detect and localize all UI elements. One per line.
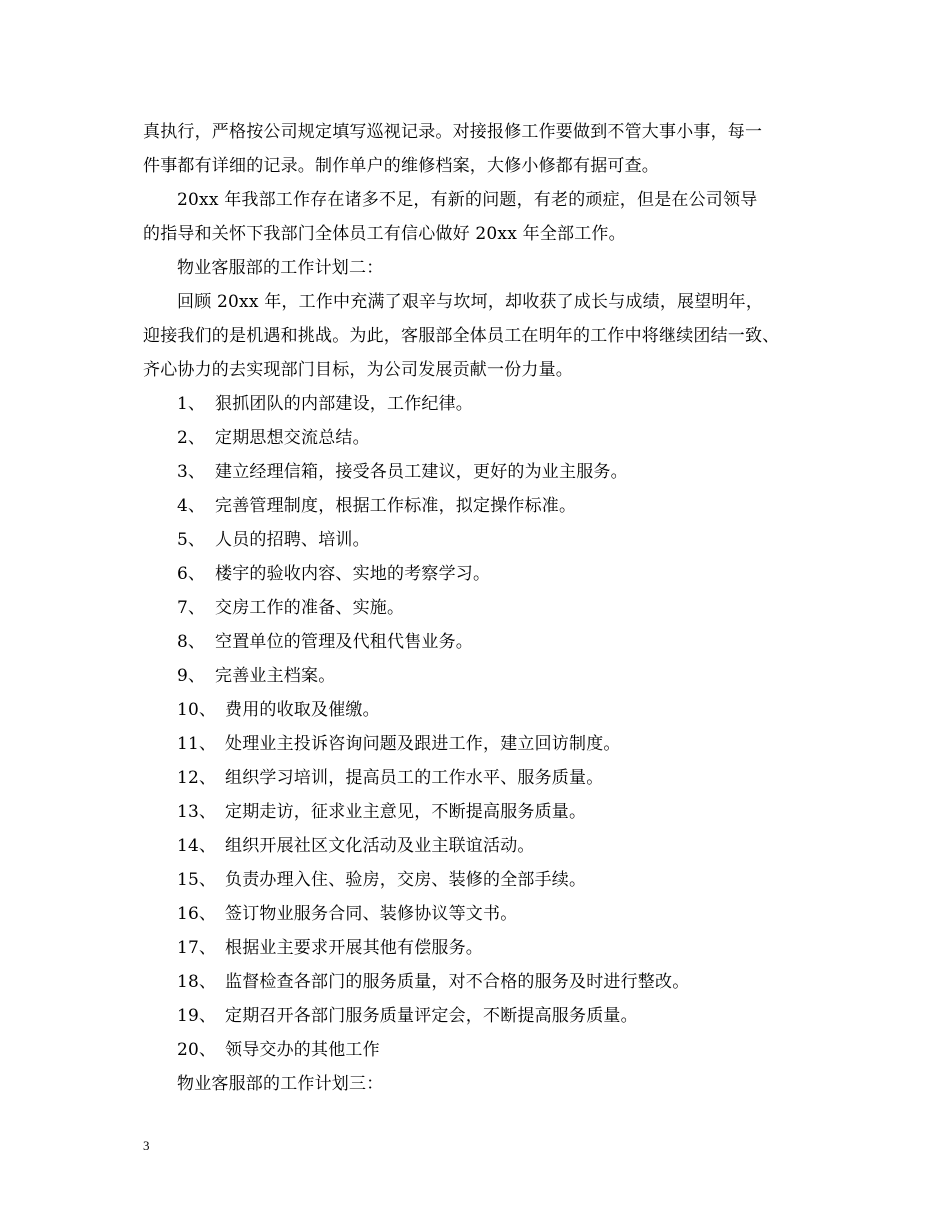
list-item: [177, 835, 535, 857]
list-item-text: 定期走访，征求业主意见，不断提高服务质量。: [225, 802, 587, 822]
list-item-number: 20、: [177, 1040, 217, 1060]
list-item: [177, 665, 335, 687]
list-item-number: 19、: [177, 1006, 217, 1026]
list-item-text: 根据业主要求开展其他有偿服务。: [225, 938, 483, 958]
list-item-number: 18、: [177, 972, 217, 992]
list-item-number: 15、: [177, 870, 217, 890]
list-item: [177, 699, 380, 721]
list-item-text: 完善管理制度，根据工作标准，拟定操作标准。: [215, 496, 577, 516]
list-item: [177, 1005, 638, 1027]
list-item-text: 组织开展社区文化活动及业主联谊活动。: [225, 836, 535, 856]
list-item-number: 12、: [177, 768, 217, 788]
paragraph-line: 20xx 年我部工作存在诸多不足，有新的问题，有老的顽症，但是在公司领导: [177, 190, 758, 210]
list-item-number: 1、: [177, 394, 206, 414]
list-item: [177, 971, 689, 993]
list-item-text: 空置单位的管理及代租代售业务。: [215, 632, 473, 652]
list-item: [177, 801, 586, 823]
list-item-number: 4、: [177, 496, 206, 516]
list-item: [177, 1039, 380, 1061]
paragraph-line: 真执行，严格按公司规定填写巡视记录。对接报修工作要做到不管大事小事，每一: [143, 122, 763, 142]
list-item: [177, 903, 517, 925]
list-item: [177, 427, 370, 449]
list-item: [177, 563, 490, 585]
list-item-number: 14、: [177, 836, 217, 856]
list-item: [177, 529, 370, 551]
list-item-text: 组织学习培训，提高员工的工作水平、服务质量。: [225, 768, 604, 788]
list-item-text: 完善业主档案。: [215, 666, 336, 686]
list-item: [177, 869, 586, 891]
list-item-number: 13、: [177, 802, 217, 822]
list-item-text: 领导交办的其他工作: [225, 1040, 380, 1060]
list-item-text: 签订物业服务合同、装修协议等文书。: [225, 904, 518, 924]
list-item-text: 楼宇的验收内容、实地的考察学习。: [215, 564, 491, 584]
list-item-number: 3、: [177, 462, 206, 482]
paragraph-line: 齐心协力的去实现部门目标，为公司发展贡献一份力量。: [143, 360, 573, 380]
list-item-text: 建立经理信箱，接受各员工建议，更好的为业主服务。: [215, 462, 628, 482]
list-item-number: 9、: [177, 666, 206, 686]
list-item-text: 定期召开各部门服务质量评定会，不断提高服务质量。: [225, 1006, 638, 1026]
list-item: [177, 393, 473, 415]
list-item-text: 定期思想交流总结。: [215, 428, 370, 448]
list-item-number: 11、: [177, 734, 217, 754]
list-item: [177, 461, 628, 483]
list-item: [177, 767, 603, 789]
list-item: [177, 733, 621, 755]
list-item-text: 费用的收取及催缴。: [225, 700, 380, 720]
paragraph-line: 迎接我们的是机遇和挑战。为此，客服部全体员工在明年的工作中将继续团结一致、: [143, 326, 780, 346]
list-item-number: 5、: [177, 530, 206, 550]
list-item: [177, 495, 576, 517]
list-item-text: 人员的招聘、培训。: [215, 530, 370, 550]
page-number: 3: [143, 1138, 150, 1153]
list-item-number: 7、: [177, 598, 206, 618]
list-item-text: 狠抓团队的内部建设，工作纪律。: [215, 394, 473, 414]
list-item-number: 17、: [177, 938, 217, 958]
section-heading: 物业客服部的工作计划三：: [177, 1074, 384, 1094]
paragraph-line: 件事都有详细的记录。制作单户的维修档案，大修小修都有据可查。: [143, 156, 659, 176]
list-item: [177, 631, 473, 653]
list-item-text: 负责办理入住、验房，交房、装修的全部手续。: [225, 870, 587, 890]
paragraph-line: 的指导和关怀下我部门全体员工有信心做好 20xx 年全部工作。: [143, 224, 626, 244]
list-item-number: 16、: [177, 904, 217, 924]
section-heading: 物业客服部的工作计划二：: [177, 258, 384, 278]
list-item-text: 交房工作的准备、实施。: [215, 598, 405, 618]
list-item-number: 6、: [177, 564, 206, 584]
list-item-number: 10、: [177, 700, 217, 720]
list-item: [177, 937, 483, 959]
list-item-number: 2、: [177, 428, 206, 448]
list-item-text: 处理业主投诉咨询问题及跟进工作，建立回访制度。: [225, 734, 621, 754]
paragraph-line: 回顾 20xx 年，工作中充满了艰辛与坎坷，却收获了成长与成绩，展望明年，: [177, 292, 764, 312]
list-item-number: 8、: [177, 632, 206, 652]
list-item: [177, 597, 404, 619]
list-item-text: 监督检查各部门的服务质量，对不合格的服务及时进行整改。: [225, 972, 690, 992]
